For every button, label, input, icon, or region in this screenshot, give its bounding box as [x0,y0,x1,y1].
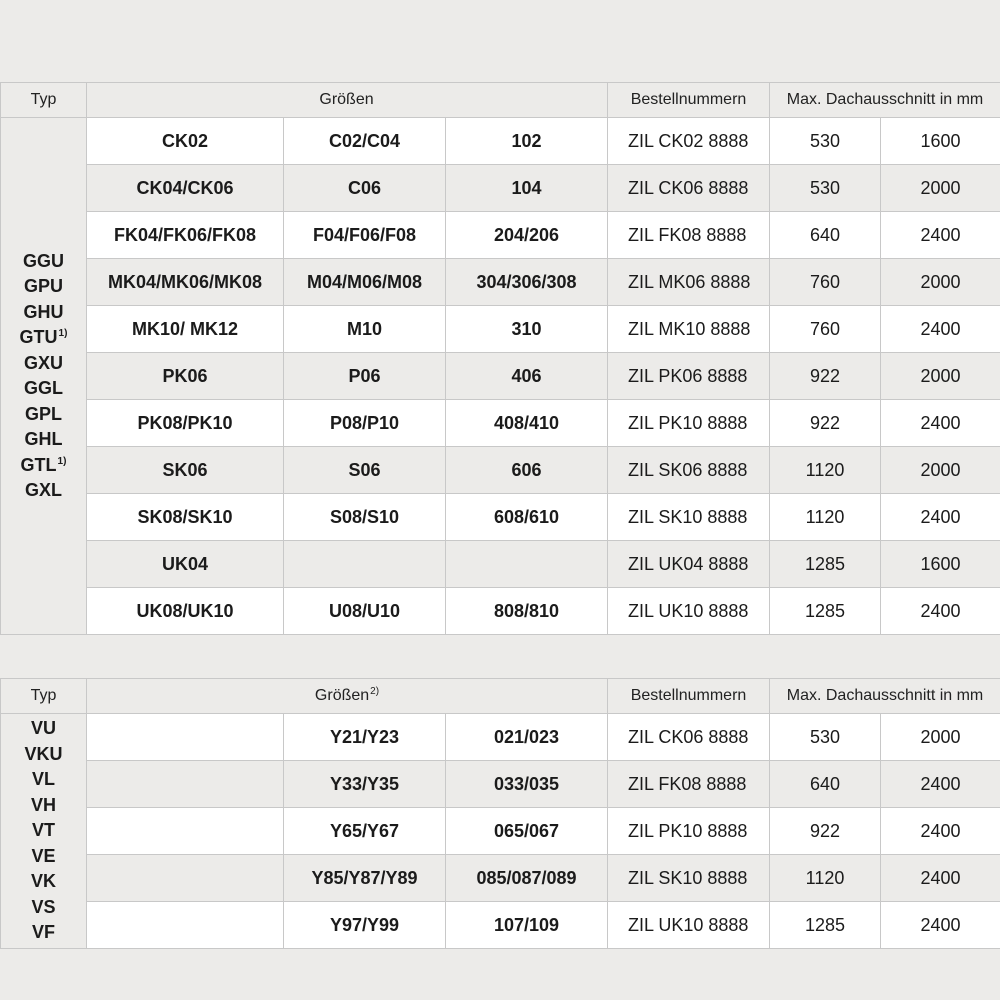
max-height-cell: 2400 [881,588,1000,635]
typ-label: VK [30,871,56,892]
order-number-cell: ZIL UK04 8888 [608,541,770,588]
order-number-cell: ZIL UK10 8888 [608,902,770,949]
footnote-marker: 1) [57,455,67,467]
size-cell [87,902,284,949]
typ-name [1,249,86,275]
size-cell [87,808,284,855]
typ-label: VS [31,896,56,917]
max-height-cell: 2400 [881,902,1000,949]
max-height-cell: 2400 [881,306,1000,353]
header-bestellnummern: Bestellnummern [608,679,770,714]
max-height-cell: 2000 [881,447,1000,494]
typ-label: GHL [24,429,63,449]
size-cell: 033/035 [446,761,608,808]
sizes-table-g-series [0,82,1000,635]
typ-label: GPL [24,403,62,424]
typ-label: GXU [23,352,63,373]
size-cell: 065/067 [446,808,608,855]
table-row [1,306,1000,353]
typ-name [1,325,86,351]
typ-label: VKU [24,743,63,764]
typ-name [1,716,86,742]
header-groessen: Größen [87,83,608,118]
max-width-cell: 1285 [770,541,881,588]
typ-label: GPU [23,276,63,296]
size-cell: 406 [446,353,608,400]
typ-name [1,351,86,377]
table-row [1,165,1000,212]
max-width-cell: 922 [770,808,881,855]
header-max-dachausschnitt: Max. Dachausschnitt in mm [770,83,1000,118]
typ-label: VL [31,769,55,790]
table-row [1,761,1000,808]
size-cell: Y33/Y35 [284,761,446,808]
max-height-cell: 2000 [881,165,1000,212]
typ-name [1,453,86,479]
size-cell: Y21/Y23 [284,714,446,761]
size-cell: P08/P10 [284,400,446,447]
header-groessen: Größen$^{2)}$ [87,679,608,714]
max-height-cell: 2400 [881,400,1000,447]
order-number-cell: ZIL CK06 8888 [608,165,770,212]
size-cell: Y65/Y67 [284,808,446,855]
max-width-cell: 640 [770,212,881,259]
typ-label: VU [30,718,56,739]
size-cell: U08/U10 [284,588,446,635]
typ-name [1,767,86,793]
table-row [1,118,1000,165]
typ-label: VE [31,845,56,866]
size-cell: 104 [446,165,608,212]
size-cell: PK08/PK10 [87,400,284,447]
typ-label: VT [31,820,55,841]
typ-label: GTU [19,327,58,347]
typ-name [1,478,86,504]
max-width-cell: 922 [770,400,881,447]
max-height-cell: 2000 [881,714,1000,761]
typ-label: GGU [22,250,64,271]
size-cell: CK02 [87,118,284,165]
typ-label: GTL [20,454,57,475]
header-max-dachausschnitt: Max. Dachausschnitt in mm [770,679,1000,714]
size-cell: Y97/Y99 [284,902,446,949]
max-height-cell: 2400 [881,212,1000,259]
max-height-cell: 2400 [881,761,1000,808]
max-height-cell: 2400 [881,855,1000,902]
max-height-cell: 2000 [881,259,1000,306]
size-cell: FK04/FK06/FK08 [87,212,284,259]
size-cell: SK06 [87,447,284,494]
header-row [1,83,1000,118]
max-width-cell: 760 [770,306,881,353]
table-row [1,714,1000,761]
size-cell: UK04 [87,541,284,588]
order-number-cell: ZIL CK02 8888 [608,118,770,165]
sizes-table-v-series [0,678,1000,949]
typ-name [1,920,86,946]
size-cell: 808/810 [446,588,608,635]
max-width-cell: 530 [770,118,881,165]
size-cell [87,714,284,761]
size-cell: CK04/CK06 [87,165,284,212]
typ-name [1,427,86,453]
typ-name [1,844,86,870]
max-height-cell: 2000 [881,353,1000,400]
size-cell: 408/410 [446,400,608,447]
size-cell: 107/109 [446,902,608,949]
typ-name [1,869,86,895]
size-cell [446,541,608,588]
order-number-cell: ZIL SK10 8888 [608,855,770,902]
max-width-cell: 530 [770,165,881,212]
size-cell: PK06 [87,353,284,400]
max-width-cell: 530 [770,714,881,761]
size-cell: 608/610 [446,494,608,541]
size-cell: 606 [446,447,608,494]
size-cell: 021/023 [446,714,608,761]
order-number-cell: ZIL PK10 8888 [608,808,770,855]
order-number-cell: ZIL PK06 8888 [608,353,770,400]
typ-label: GXL [24,480,62,500]
table-row [1,212,1000,259]
table-row [1,400,1000,447]
max-height-cell: 2400 [881,494,1000,541]
typ-label: VF [31,922,55,943]
order-number-cell: ZIL SK10 8888 [608,494,770,541]
max-width-cell: 1120 [770,494,881,541]
size-cell: C06 [284,165,446,212]
table-row [1,541,1000,588]
typ-name [1,274,86,300]
size-cell: Y85/Y87/Y89 [284,855,446,902]
typ-name [1,402,86,428]
typ-list [1,714,87,949]
max-width-cell: 1120 [770,447,881,494]
table-row [1,259,1000,306]
order-number-cell: ZIL UK10 8888 [608,588,770,635]
max-width-cell: 1285 [770,588,881,635]
header-bestellnummern: Bestellnummern [608,83,770,118]
size-cell: S06 [284,447,446,494]
size-cell: P06 [284,353,446,400]
size-cell: 304/306/308 [446,259,608,306]
max-width-cell: 1285 [770,902,881,949]
size-cell: UK08/UK10 [87,588,284,635]
max-width-cell: 1120 [770,855,881,902]
header-typ: Typ [1,679,87,714]
typ-name [1,300,86,326]
typ-label: GHU [23,301,64,322]
table-row [1,447,1000,494]
size-cell: S08/S10 [284,494,446,541]
typ-label: GGL [24,378,63,398]
table-row [1,588,1000,635]
size-cell: F04/F06/F08 [284,212,446,259]
order-number-cell: ZIL FK08 8888 [608,761,770,808]
size-cell: 204/206 [446,212,608,259]
table-row [1,808,1000,855]
typ-name [1,895,86,921]
order-number-cell: ZIL SK06 8888 [608,447,770,494]
max-height-cell: 1600 [881,118,1000,165]
size-cell: C02/C04 [284,118,446,165]
table-row [1,855,1000,902]
size-cell: M10 [284,306,446,353]
header-typ: Typ [1,83,87,118]
order-number-cell: ZIL CK06 8888 [608,714,770,761]
max-height-cell: 2400 [881,808,1000,855]
table-row [1,902,1000,949]
order-number-cell: ZIL FK08 8888 [608,212,770,259]
table-row [1,494,1000,541]
order-number-cell: ZIL MK10 8888 [608,306,770,353]
typ-name [1,376,86,402]
size-cell: 085/087/089 [446,855,608,902]
typ-name [1,742,86,768]
size-cell: 310 [446,306,608,353]
max-width-cell: 922 [770,353,881,400]
size-cell: 102 [446,118,608,165]
size-cell [87,761,284,808]
size-cell: SK08/SK10 [87,494,284,541]
order-number-cell: ZIL MK06 8888 [608,259,770,306]
size-cell [284,541,446,588]
size-cell: MK10/ MK12 [87,306,284,353]
max-width-cell: 760 [770,259,881,306]
size-cell: M04/M06/M08 [284,259,446,306]
size-cell: MK04/MK06/MK08 [87,259,284,306]
typ-name [1,793,86,819]
order-number-cell: ZIL PK10 8888 [608,400,770,447]
typ-name [1,818,86,844]
header-row [1,679,1000,714]
typ-list [1,118,87,635]
table-row [1,353,1000,400]
max-height-cell: 1600 [881,541,1000,588]
size-cell [87,855,284,902]
max-width-cell: 640 [770,761,881,808]
footnote-marker: 1) [58,328,68,339]
typ-label: VH [30,794,56,815]
